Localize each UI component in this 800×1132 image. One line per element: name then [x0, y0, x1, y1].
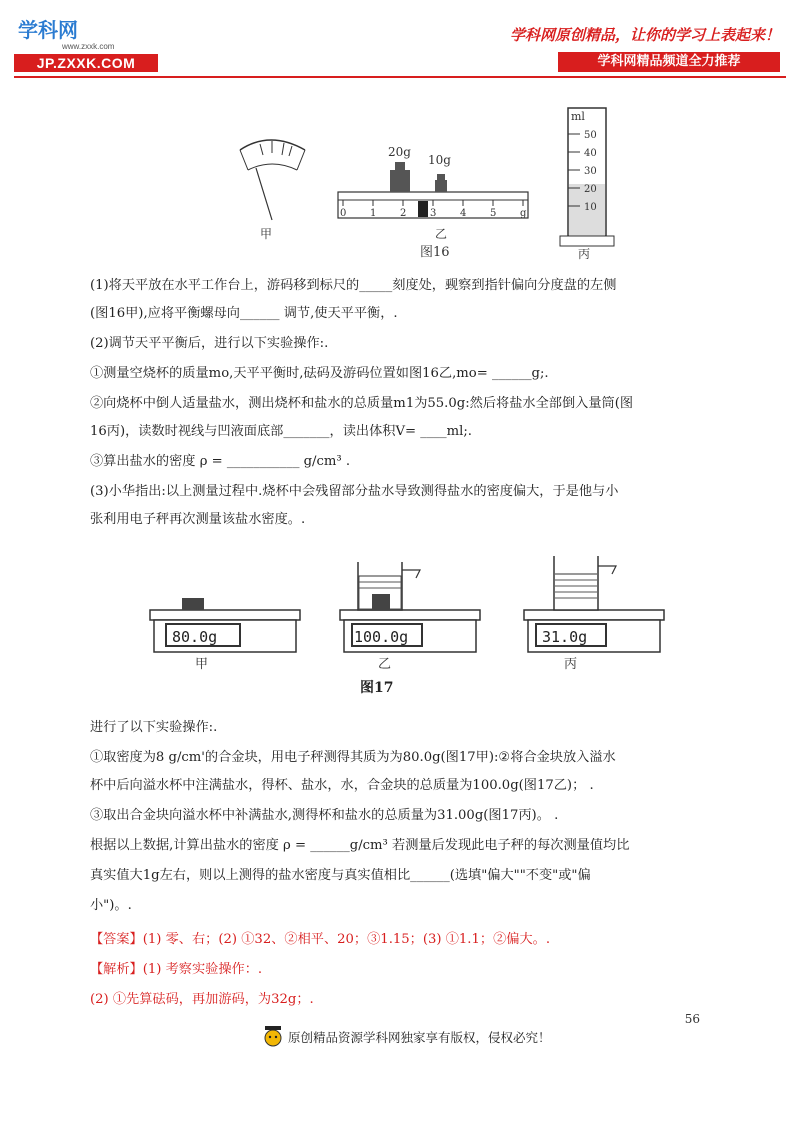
- cylinder-unit: ml: [571, 110, 585, 123]
- q1-line1: (1)将天平放在水平工作台上，游码移到标尺的_____刻度处，觋察到指针偏向分度盘的左侧: [90, 278, 617, 293]
- fig17-label-bing: 丙: [564, 657, 578, 672]
- q1-line2: (图16甲),应将平衡螺母向______ 调节,使天平平衡，.: [90, 306, 398, 321]
- scale-yi-reading: 100.0g: [354, 628, 409, 646]
- fig16-label-bing: 丙: [578, 247, 591, 260]
- answer-text: (1) 零、右；(2) ①32、②相平、20；③1.15；(3) ①1.1；②偏大。.: [142, 932, 551, 947]
- q3-line2: 张利用电子秤再次测量该盐水密度。.: [90, 512, 306, 527]
- calc-line1: 根据以上数据,计算出盐水的密度 ρ = ______g/cm³ 若测量后发现此电子秤的每次测量值均比: [90, 838, 630, 853]
- ruler-tick-label: 0: [340, 208, 347, 219]
- analysis-tag: 【解析】: [90, 962, 143, 977]
- figure-17: [140, 548, 670, 698]
- q2-step2-line2: 16丙)，读数时视线与凹液面底部_______，读出体积V= ____ml;.: [90, 424, 472, 439]
- footer-copyright: 原创精品资源学科网独家享有版权，侵权必究！: [288, 1030, 551, 1045]
- graduated-cylinder: [560, 108, 614, 246]
- ruler-tick-label: 3: [430, 208, 437, 219]
- fig16-caption: 图16: [420, 245, 450, 260]
- ruler-tick-label: g: [520, 208, 527, 219]
- answer-tag: 【答案】: [90, 932, 143, 947]
- ruler-tick-label: 5: [490, 208, 497, 219]
- header-slogan: 学科网原创精品，让你的学习上表起来！: [509, 26, 780, 44]
- site-url: www.zxxk.com: [62, 42, 115, 51]
- channel-banner: 学科网精品频道全力推荐: [558, 52, 780, 72]
- analysis-text: (1) 考察实验操作：.: [142, 962, 263, 977]
- fig17-label-yi: 乙: [378, 657, 392, 672]
- analysis-line: [90, 960, 710, 980]
- logo-domain-banner: JP.ZXXK.COM: [14, 54, 158, 72]
- ruler-tick-label: 2: [400, 208, 407, 219]
- q2-intro: (2)调节天平平衡后，进行以下实验操作:.: [90, 336, 329, 351]
- q2-step1: ①测量空烧杯的质量mo,天平平衡时,砝码及游码位置如图16乙,mo= ______g;.: [90, 366, 549, 381]
- cylinder-tick-label: 40: [584, 148, 597, 159]
- exp-intro: 进行了以下实验操作:.: [90, 720, 218, 735]
- page-number: 56: [684, 1012, 700, 1026]
- weight-10g-label: 10g: [428, 153, 451, 167]
- cylinder-tick-label: 20: [584, 184, 597, 195]
- calc-line2: 真实值大1g左右，则以上测得的盐水密度与真实值相比______(选填"偏大""不变"或"偏: [90, 868, 591, 883]
- answer-line: [90, 930, 710, 950]
- fig17-label-jia: 甲: [195, 657, 209, 672]
- exp-step1-line1: ①取密度为8 g/cm'的合金块，用电子秤测得其质为为80.0g(图17甲):②将合金块放入溢水: [90, 750, 616, 765]
- cylinder-tick-label: 30: [584, 166, 597, 177]
- cylinder-tick-label: 10: [584, 202, 597, 213]
- exp-step3: ③取出合金块向溢水杯中补满盐水,测得杯和盐水的总质量为31.00g(图17丙)。 .: [90, 808, 559, 823]
- q3-line1: (3)小华指出:以上测量过程中.烧杯中会残留部分盐水导致测得盐水的密度偏大，于是他与小: [90, 484, 619, 499]
- weight-20g-label: 20g: [388, 145, 411, 159]
- analysis-line2: (2) ①先算砝码，再加游码，为32g；.: [90, 992, 314, 1007]
- q2-step2-line1: ②向烧杯中倒人适量盐水，测出烧杯和盐水的总质量m1为55.0g:然后将盐水全部倒入量筒(图: [90, 396, 634, 411]
- site-logo: 学科网: [18, 18, 78, 42]
- q2-step3: ③算出盐水的密度 ρ = ___________ g/cm³ .: [90, 454, 351, 469]
- fig16-label-yi: 乙: [435, 227, 448, 241]
- ruler-tick-label: 1: [370, 208, 377, 219]
- figure-16: [230, 100, 630, 260]
- header-rule: [14, 76, 786, 78]
- mascot-icon: [262, 1024, 284, 1054]
- scale-jia-reading: 80.0g: [172, 628, 218, 646]
- calc-line3: 小")。.: [90, 898, 132, 913]
- cylinder-tick-label: 50: [584, 130, 597, 141]
- exp-step1-line2: 杯中后向溢水杯中注满盐水，得杯、盐水，水，合金块的总质量为100.0g(图17乙)； .: [90, 778, 594, 793]
- fig17-caption: 图17: [360, 680, 394, 696]
- fig16-label-jia: 甲: [260, 227, 273, 241]
- balance-dial-diagram: [240, 140, 305, 220]
- ruler-tick-label: 4: [460, 208, 467, 219]
- scale-bing-reading: 31.0g: [542, 628, 588, 646]
